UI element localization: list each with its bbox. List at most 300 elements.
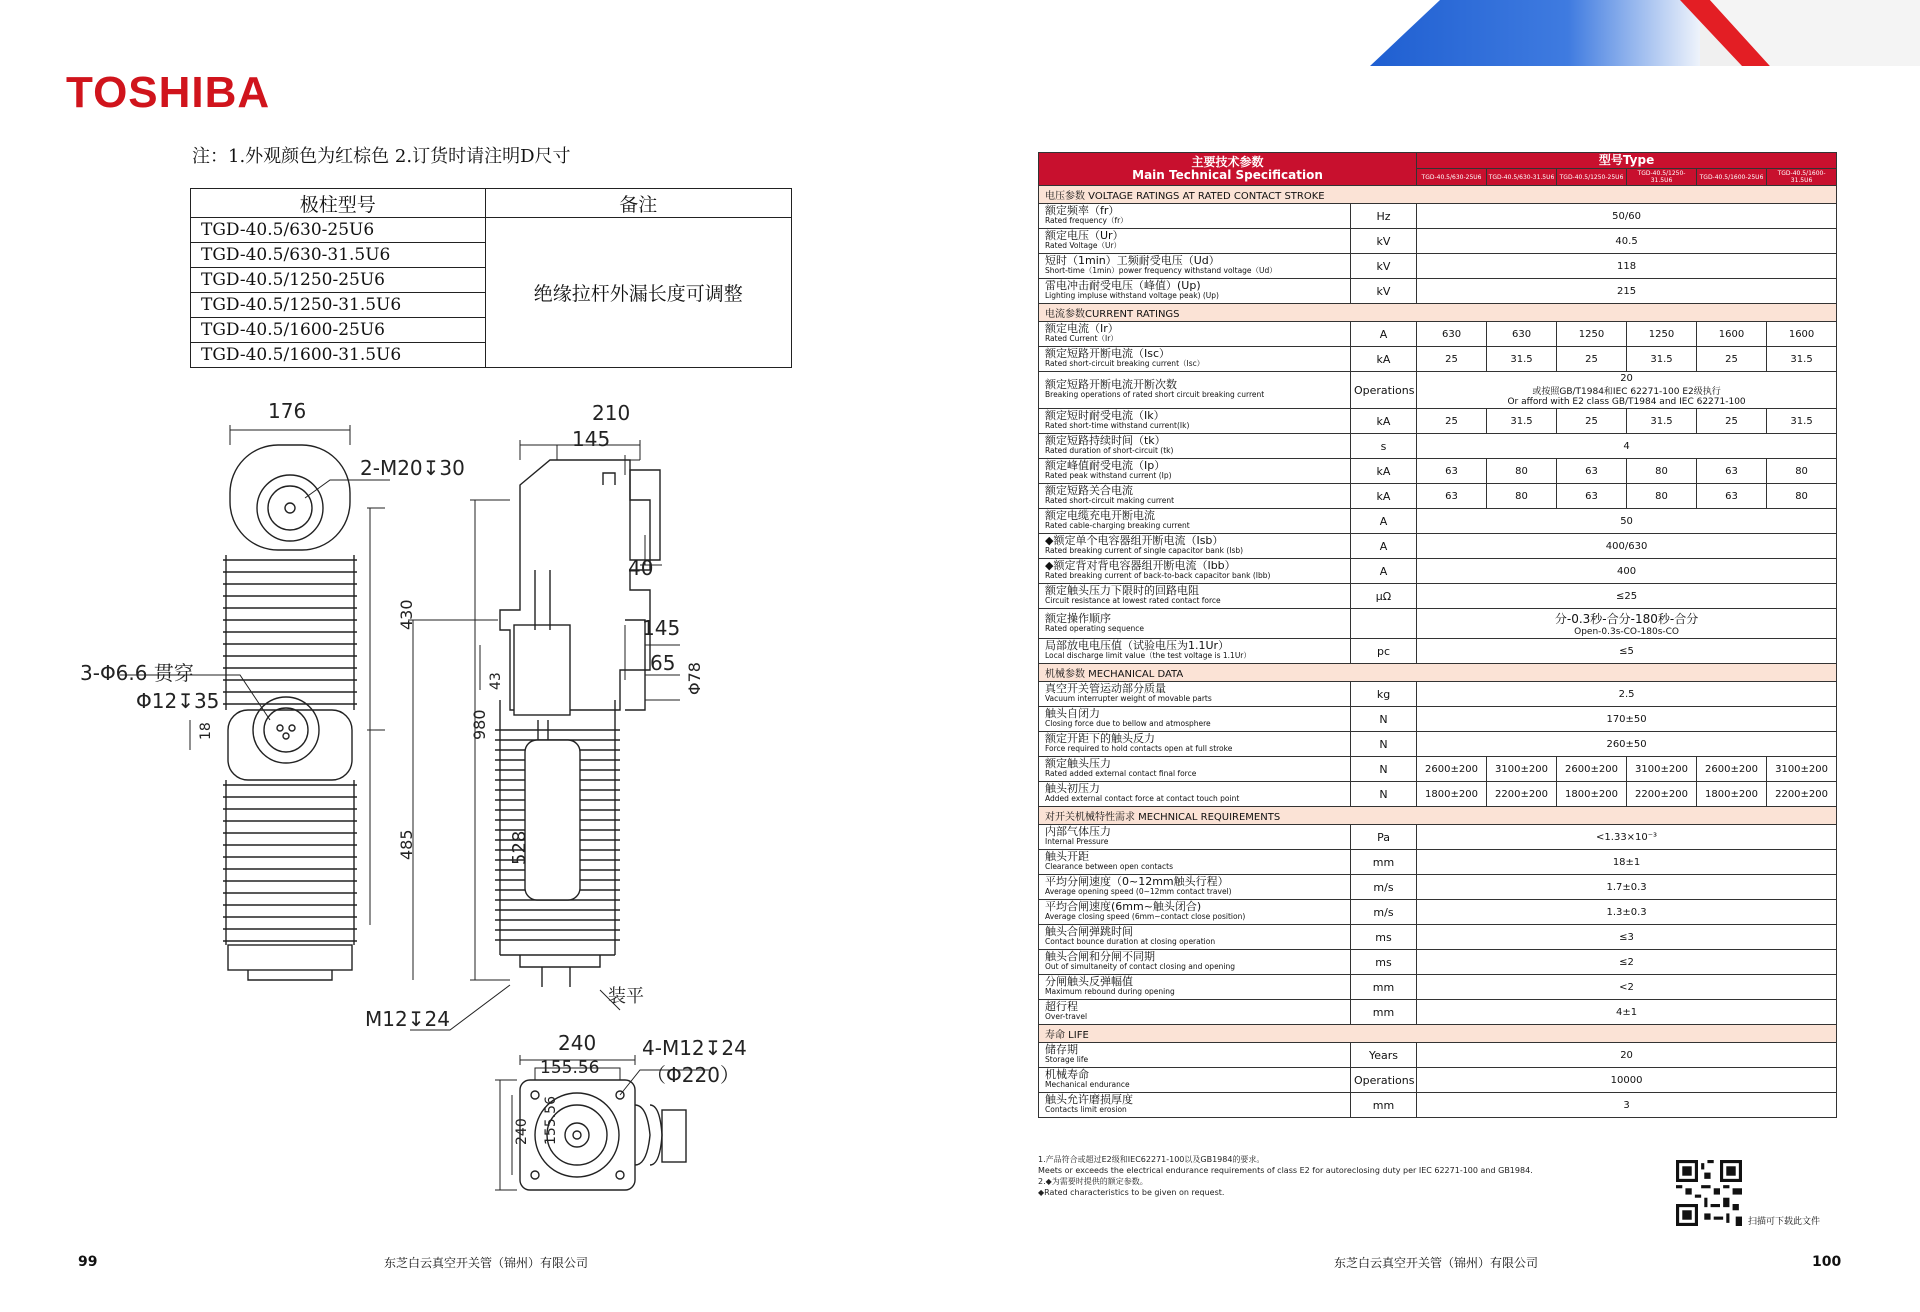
- spec-value: 3100±200: [1627, 757, 1697, 782]
- spec-value-line: 4: [1623, 440, 1630, 452]
- spec-row: [1039, 322, 1837, 347]
- spec-param-en: Breaking operations of rated short circuit breaking current: [1045, 390, 1265, 399]
- footnote: ◆Rated characteristics to be given on request.: [1038, 1188, 1225, 1197]
- spec-param-zh: 触头开距: [1045, 850, 1089, 863]
- spec-param-zh: 触头合闸和分闸不同期: [1045, 950, 1155, 963]
- spec-param-name: [1039, 509, 1351, 534]
- spec-unit: mm: [1351, 1000, 1417, 1025]
- spec-value-line: 2.5: [1618, 688, 1635, 700]
- spec-unit: ms: [1351, 925, 1417, 950]
- spec-header-en: Main Technical Specification: [1132, 168, 1323, 182]
- spec-value: [1417, 534, 1837, 559]
- spec-unit: [1351, 609, 1417, 639]
- dim-side-43: 43: [488, 672, 504, 690]
- spec-value: 2600±200: [1697, 757, 1767, 782]
- spec-value: [1417, 850, 1837, 875]
- spec-param-name: [1039, 584, 1351, 609]
- variant-model: TGD-40.5/1250-25U6: [191, 268, 486, 293]
- spec-value: 1800±200: [1417, 782, 1487, 807]
- spec-param-zh: 额定短路开断电流开断次数: [1045, 378, 1177, 391]
- spec-value-line: 20: [1620, 373, 1633, 384]
- spec-param-zh: 平均合闸速度(6mm~触头闭合): [1045, 900, 1202, 913]
- spec-value: 31.5: [1767, 409, 1837, 434]
- spec-row: [1039, 459, 1837, 484]
- spec-value-line: ≤3: [1619, 931, 1634, 943]
- spec-section-title: 寿命 LIFE: [1039, 1025, 1837, 1043]
- spec-unit: kA: [1351, 409, 1417, 434]
- variant-model: TGD-40.5/1250-31.5U6: [191, 293, 486, 318]
- dim-side-980: 980: [470, 709, 489, 740]
- footnote: 2.◆为需要时提供的额定参数。: [1038, 1177, 1148, 1186]
- spec-row: [1039, 707, 1837, 732]
- spec-param-name: [1039, 639, 1351, 664]
- spec-param-zh: 额定触头压力: [1045, 757, 1111, 770]
- spec-model: TGD-40.5/1600-31.5U6: [1767, 169, 1837, 186]
- spec-table: [1038, 152, 1837, 1118]
- spec-value: 1600: [1697, 322, 1767, 347]
- spec-param-en: Added external contact force at contact touch point: [1045, 794, 1240, 803]
- spec-unit: N: [1351, 707, 1417, 732]
- spec-row: [1039, 875, 1837, 900]
- decorative-banner: [1370, 0, 1920, 66]
- spec-row: [1039, 639, 1837, 664]
- spec-param-en: Maximum rebound during opening: [1045, 987, 1175, 996]
- dim-side-40: 40: [628, 556, 654, 580]
- spec-value: [1417, 1093, 1837, 1118]
- spec-param-name: [1039, 484, 1351, 509]
- spec-value: 2200±200: [1627, 782, 1697, 807]
- dim-side-65: 65: [650, 651, 676, 675]
- spec-value-line: 3: [1623, 1099, 1630, 1111]
- dim-bottom-dia: （Φ220）: [646, 1063, 740, 1087]
- spec-value: [1417, 609, 1837, 639]
- spec-value: [1417, 975, 1837, 1000]
- spec-param-en: Rated Current（Ir）: [1045, 334, 1118, 343]
- spec-param-name: [1039, 682, 1351, 707]
- spec-value-line: 分-0.3秒-合分-180秒-合分: [1554, 612, 1699, 626]
- spec-param-en: Rated Voltage（Ur）: [1045, 241, 1122, 250]
- spec-unit: m/s: [1351, 875, 1417, 900]
- spec-value: 80: [1627, 459, 1697, 484]
- spec-unit: A: [1351, 534, 1417, 559]
- spec-unit: Operations: [1351, 1068, 1417, 1093]
- spec-param-name: [1039, 609, 1351, 639]
- spec-unit: Years: [1351, 1043, 1417, 1068]
- spec-value: [1417, 875, 1837, 900]
- spec-row: [1039, 609, 1837, 639]
- spec-param-en: Rated short-circuit making current: [1045, 496, 1175, 505]
- spec-param-en: Short-time（1min）power frequency withstand voltage（Ud）: [1045, 266, 1277, 275]
- spec-value: [1417, 254, 1837, 279]
- spec-row: [1039, 254, 1837, 279]
- spec-param-name: [1039, 975, 1351, 1000]
- dim-side-bottom-thread: M12↧24: [365, 1007, 450, 1031]
- spec-value-line: 10000: [1610, 1074, 1643, 1086]
- spec-param-name: [1039, 900, 1351, 925]
- spec-row: [1039, 950, 1837, 975]
- spec-value: [1417, 509, 1837, 534]
- spec-param-en: Internal Pressure: [1045, 837, 1109, 846]
- spec-value: 3100±200: [1487, 757, 1557, 782]
- spec-value: [1417, 950, 1837, 975]
- spec-value: [1417, 229, 1837, 254]
- spec-value-line: 18±1: [1612, 856, 1641, 868]
- dim-side-w2: 145: [572, 427, 611, 451]
- spec-param-name: [1039, 925, 1351, 950]
- spec-row: [1039, 1000, 1837, 1025]
- dim-front-offset: 18: [198, 722, 214, 740]
- spec-value: 80: [1627, 484, 1697, 509]
- spec-param-en: Average opening speed (0~12mm contact travel): [1045, 887, 1232, 896]
- footnote: 1.产品符合或超过E2级和IEC62271-100以及GB1984的要求。: [1038, 1155, 1265, 1164]
- spec-param-en: Rated added external contact final force: [1045, 769, 1197, 778]
- spec-param-zh: ◆额定背对背电容器组开断电流（Ibb）: [1045, 559, 1236, 572]
- spec-value: 25: [1697, 409, 1767, 434]
- spec-param-name: [1039, 1068, 1351, 1093]
- dim-side-528: 528: [509, 830, 530, 865]
- dim-front-width: 176: [268, 399, 307, 423]
- spec-row: [1039, 534, 1837, 559]
- spec-value: 31.5: [1627, 347, 1697, 372]
- spec-value-line: 20: [1620, 1049, 1633, 1061]
- spec-param-zh: 额定电压（Ur）: [1045, 229, 1124, 242]
- spec-row: [1039, 372, 1837, 409]
- spec-unit: kg: [1351, 682, 1417, 707]
- spec-param-zh: 触头自闭力: [1045, 707, 1100, 720]
- spec-param-en: Rated operating sequence: [1045, 623, 1145, 633]
- spec-value: [1417, 584, 1837, 609]
- spec-param-zh: 额定短路持续时间（tk）: [1045, 434, 1166, 447]
- spec-param-en: Circuit resistance at lowest rated contact force: [1045, 596, 1221, 605]
- spec-value-line: 4±1: [1616, 1006, 1638, 1018]
- spec-value: 630: [1417, 322, 1487, 347]
- spec-param-zh: 分闸触头反弹幅值: [1045, 975, 1133, 988]
- qr-code-icon: [1676, 1160, 1742, 1226]
- spec-unit: N: [1351, 782, 1417, 807]
- spec-header-zh: 主要技术参数: [1191, 155, 1264, 169]
- dim-front-hole2: Φ12↧35: [136, 689, 220, 713]
- spec-body: [1039, 186, 1837, 1118]
- spec-row: [1039, 484, 1837, 509]
- spec-section-title: 电压参数 VOLTAGE RATINGS AT RATED CONTACT STROKE: [1039, 186, 1837, 204]
- spec-value: [1417, 279, 1837, 304]
- spec-param-zh: 额定电流（Ir）: [1045, 322, 1119, 335]
- spec-param-en: Clearance between open contacts: [1045, 862, 1173, 871]
- spec-unit: m/s: [1351, 900, 1417, 925]
- variant-model: TGD-40.5/630-25U6: [191, 218, 486, 243]
- spec-value: 63: [1557, 459, 1627, 484]
- spec-param-name: [1039, 950, 1351, 975]
- spec-value: 2200±200: [1767, 782, 1837, 807]
- footnotes: [1038, 1154, 1738, 1198]
- spec-value: 25: [1557, 409, 1627, 434]
- dim-side-145: 145: [642, 616, 681, 640]
- spec-value-line: 1.7±0.3: [1606, 881, 1647, 893]
- spec-row: [1039, 900, 1837, 925]
- spec-param-name: [1039, 1093, 1351, 1118]
- spec-value-line: 170±50: [1606, 713, 1647, 725]
- spec-unit: A: [1351, 559, 1417, 584]
- spec-param-en: Storage life: [1045, 1055, 1089, 1064]
- spec-unit: s: [1351, 434, 1417, 459]
- spec-param-name: [1039, 347, 1351, 372]
- spec-row: [1039, 347, 1837, 372]
- spec-row: [1039, 434, 1837, 459]
- spec-unit: Pa: [1351, 825, 1417, 850]
- spec-value: [1417, 707, 1837, 732]
- spec-param-name: [1039, 707, 1351, 732]
- spec-value: [1417, 825, 1837, 850]
- spec-param-zh: 额定电缆充电开断电流: [1045, 509, 1155, 522]
- toshiba-logo: TOSHIBA: [66, 68, 271, 117]
- spec-param-en: Rated breaking current of single capacitor bank (Isb): [1045, 546, 1244, 555]
- spec-row: [1039, 204, 1837, 229]
- dim-bottom-240: 240: [558, 1031, 597, 1055]
- spec-param-name: [1039, 434, 1351, 459]
- spec-param-name: [1039, 254, 1351, 279]
- spec-value-line: ≤5: [1619, 645, 1634, 657]
- spec-unit: kV: [1351, 254, 1417, 279]
- spec-value: 31.5: [1627, 409, 1697, 434]
- spec-unit: kA: [1351, 459, 1417, 484]
- spec-unit: mm: [1351, 850, 1417, 875]
- spec-value: 25: [1557, 347, 1627, 372]
- spec-row: [1039, 1043, 1837, 1068]
- company-left: 东芝白云真空开关管（锦州）有限公司: [384, 1256, 589, 1270]
- spec-param-zh: 雷电冲击耐受电压（峰值）(Up): [1045, 279, 1201, 292]
- spec-model: TGD-40.5/1600-25U6: [1697, 169, 1767, 186]
- spec-param-zh: 机械寿命: [1045, 1068, 1089, 1081]
- dim-side-flat: 装平: [608, 986, 644, 1007]
- spec-value-line: <2: [1619, 981, 1634, 993]
- spec-param-name: [1039, 732, 1351, 757]
- spec-row: [1039, 229, 1837, 254]
- spec-param-en: Local discharge limit value（the test voltage is 1.1Ur）: [1045, 651, 1251, 660]
- spec-header-type: 型号Type: [1417, 153, 1837, 169]
- spec-param-zh: 储存期: [1045, 1043, 1078, 1056]
- spec-param-en: Lighting impluse withstand voltage peak) (Up): [1045, 291, 1219, 300]
- spec-value-line: ≤2: [1619, 956, 1634, 968]
- variant-model: TGD-40.5/1600-25U6: [191, 318, 486, 343]
- spec-param-zh: 额定频率（fr）: [1045, 204, 1120, 217]
- dim-side-78: Φ78: [685, 662, 704, 695]
- spec-row: [1039, 925, 1837, 950]
- spec-value: [1417, 372, 1837, 409]
- spec-unit: kV: [1351, 279, 1417, 304]
- spec-value-line: 215: [1617, 285, 1637, 297]
- spec-unit: mm: [1351, 1093, 1417, 1118]
- qr-caption: 扫描可下载此文件: [1748, 1217, 1821, 1227]
- spec-param-name: [1039, 229, 1351, 254]
- spec-row: [1039, 975, 1837, 1000]
- spec-value: 63: [1697, 459, 1767, 484]
- spec-param-name: [1039, 372, 1351, 409]
- spec-value: [1417, 639, 1837, 664]
- spec-value: [1417, 925, 1837, 950]
- company-right: 东芝白云真空开关管（锦州）有限公司: [1334, 1256, 1539, 1270]
- footnote: Meets or exceeds the electrical endurance requirements of class E2 for autoreclosing duty per IEC 62271-100 and GB1984.: [1038, 1166, 1533, 1175]
- spec-value: 80: [1767, 484, 1837, 509]
- variant-header-model: 极柱型号: [191, 189, 486, 218]
- spec-param-en: Rated peak withstand current (Ip): [1045, 471, 1172, 480]
- dim-bottom-155: 155.56: [540, 1058, 600, 1078]
- spec-param-zh: 额定触头压力下限时的回路电阻: [1045, 584, 1199, 597]
- dim-bottom-thread: 4-M12↧24: [642, 1036, 747, 1060]
- dim-front-h1: 430: [397, 599, 416, 630]
- spec-row: [1039, 682, 1837, 707]
- spec-value: 25: [1417, 409, 1487, 434]
- spec-model: TGD-40.5/630-31.5U6: [1487, 169, 1557, 186]
- spec-row: [1039, 1068, 1837, 1093]
- spec-value-line: ≤25: [1616, 590, 1638, 602]
- spec-row: [1039, 1093, 1837, 1118]
- spec-row: [1039, 409, 1837, 434]
- spec-param-zh: 额定短时耐受电流（Ik）: [1045, 409, 1165, 422]
- spec-value: [1417, 204, 1837, 229]
- technical-drawing: [80, 390, 800, 1145]
- spec-value: 25: [1417, 347, 1487, 372]
- spec-value: 63: [1417, 484, 1487, 509]
- spec-row: [1039, 732, 1837, 757]
- variant-table: [190, 188, 792, 368]
- spec-param-zh: 触头合闸弹跳时间: [1045, 925, 1133, 938]
- spec-param-name: [1039, 757, 1351, 782]
- spec-value: 1800±200: [1557, 782, 1627, 807]
- spec-unit: kA: [1351, 347, 1417, 372]
- spec-unit: Operations: [1351, 372, 1417, 409]
- spec-param-zh: 真空开关管运动部分质量: [1045, 682, 1166, 695]
- spec-param-zh: 超行程: [1045, 1000, 1078, 1013]
- spec-param-name: [1039, 875, 1351, 900]
- spec-row: [1039, 757, 1837, 782]
- dim-bottom-h240: 240: [514, 1118, 530, 1145]
- spec-value: [1417, 682, 1837, 707]
- spec-value: [1417, 559, 1837, 584]
- spec-value: 3100±200: [1767, 757, 1837, 782]
- spec-value-line: 50: [1620, 515, 1633, 527]
- spec-row: [1039, 584, 1837, 609]
- spec-row: [1039, 559, 1837, 584]
- spec-param-en: Force required to hold contacts open at full stroke: [1045, 744, 1233, 753]
- spec-value: 63: [1557, 484, 1627, 509]
- spec-param-zh: 触头初压力: [1045, 782, 1100, 795]
- spec-param-name: [1039, 322, 1351, 347]
- spec-row: [1039, 782, 1837, 807]
- spec-value: 80: [1487, 459, 1557, 484]
- spec-param-zh: ◆额定单个电容器组开断电流（Isb）: [1045, 534, 1224, 547]
- spec-section-title: 电流参数CURRENT RATINGS: [1039, 304, 1837, 322]
- spec-unit: ms: [1351, 950, 1417, 975]
- spec-param-en: Out of simultaneity of contact closing and opening: [1045, 962, 1236, 971]
- spec-param-zh: 额定短路开断电流（Isc）: [1045, 347, 1171, 360]
- dim-side-w1: 210: [592, 401, 631, 425]
- spec-value-line: 1.3±0.3: [1606, 906, 1647, 918]
- spec-value: 31.5: [1487, 347, 1557, 372]
- order-note: 注：1.外观颜色为红棕色 2.订货时请注明D尺寸: [192, 146, 571, 167]
- spec-value: 25: [1697, 347, 1767, 372]
- spec-param-zh: 额定操作顺序: [1045, 611, 1111, 625]
- spec-param-name: [1039, 279, 1351, 304]
- spec-param-zh: 短时（1min）工频耐受电压（Ud）: [1045, 254, 1220, 267]
- dim-front-hole1: 3-Φ6.6 贯穿: [80, 661, 194, 685]
- spec-unit: N: [1351, 757, 1417, 782]
- spec-param-en: Rated cable-charging breaking current: [1045, 521, 1190, 530]
- spec-unit: N: [1351, 732, 1417, 757]
- spec-param-zh: 额定峰值耐受电流（Ip）: [1045, 459, 1166, 472]
- spec-param-en: Average closing speed (6mm~contact close position): [1045, 912, 1246, 921]
- spec-param-zh: 额定开距下的触头反力: [1045, 732, 1155, 745]
- spec-unit: mm: [1351, 975, 1417, 1000]
- spec-param-zh: 触头允许磨损厚度: [1045, 1093, 1133, 1106]
- spec-param-zh: 额定短路关合电流: [1045, 484, 1133, 497]
- variant-header-remark: 备注: [485, 189, 791, 218]
- page-number-right: 100: [1812, 1254, 1842, 1270]
- spec-unit: Hz: [1351, 204, 1417, 229]
- spec-param-name: [1039, 459, 1351, 484]
- spec-row: [1039, 279, 1837, 304]
- spec-value-line: 或按照GB/T1984和IEC 62271-100 E2级执行: [1532, 387, 1721, 397]
- spec-value-line: Open-0.3s-CO-180s-CO: [1574, 627, 1679, 637]
- spec-model: TGD-40.5/630-25U6: [1417, 169, 1487, 186]
- spec-value: [1417, 434, 1837, 459]
- spec-value: 630: [1487, 322, 1557, 347]
- spec-value: 2600±200: [1417, 757, 1487, 782]
- spec-param-en: Vacuum interrupter weight of movable parts: [1045, 694, 1212, 703]
- spec-value-line: 50/60: [1612, 210, 1641, 222]
- dim-front-thread: 2-M20↧30: [360, 456, 465, 480]
- variant-model: TGD-40.5/1600-31.5U6: [191, 343, 486, 368]
- variant-remark: 绝缘拉杆外漏长度可调整: [485, 218, 791, 368]
- spec-param-name: [1039, 204, 1351, 229]
- spec-value-line: <1.33×10⁻³: [1596, 831, 1658, 843]
- spec-param-en: Contact bounce duration at closing operation: [1045, 937, 1216, 946]
- spec-value: 31.5: [1767, 347, 1837, 372]
- spec-value: 63: [1417, 459, 1487, 484]
- spec-value: 63: [1697, 484, 1767, 509]
- spec-model: TGD-40.5/1250-31.5U6: [1627, 169, 1697, 186]
- spec-unit: A: [1351, 509, 1417, 534]
- spec-param-name: [1039, 559, 1351, 584]
- spec-model: TGD-40.5/1250-25U6: [1557, 169, 1627, 186]
- spec-param-en: Contacts limit erosion: [1045, 1105, 1127, 1114]
- dim-front-h2: 485: [397, 829, 416, 860]
- spec-unit: pc: [1351, 639, 1417, 664]
- spec-value: 31.5: [1487, 409, 1557, 434]
- spec-unit: A: [1351, 322, 1417, 347]
- spec-value-line: 260±50: [1606, 738, 1647, 750]
- spec-value: [1417, 732, 1837, 757]
- spec-param-name: [1039, 1043, 1351, 1068]
- spec-value: 1800±200: [1697, 782, 1767, 807]
- spec-param-en: Rated short-circuit breaking current（Isc）: [1045, 359, 1205, 368]
- spec-value: 2200±200: [1487, 782, 1557, 807]
- spec-param-en: Rated frequency（fr）: [1045, 216, 1128, 225]
- spec-param-en: Closing force due to bellow and atmosphere: [1045, 719, 1211, 728]
- spec-value-line: 118: [1617, 260, 1637, 272]
- spec-value-line: 40.5: [1615, 235, 1638, 247]
- spec-section-title: 对开关机械特性需求 MECHNICAL REQUIREMENTS: [1039, 807, 1837, 825]
- spec-value: 1600: [1767, 322, 1837, 347]
- spec-param-name: [1039, 825, 1351, 850]
- spec-value: [1417, 1068, 1837, 1093]
- spec-param-name: [1039, 850, 1351, 875]
- spec-unit: μΩ: [1351, 584, 1417, 609]
- spec-value: [1417, 900, 1837, 925]
- spec-param-en: Rated breaking current of back-to-back capacitor bank (Ibb): [1045, 571, 1271, 580]
- spec-param-name: [1039, 1000, 1351, 1025]
- spec-value-line: 400/630: [1605, 540, 1648, 552]
- spec-param-en: Rated duration of short-circuit (tk): [1045, 446, 1174, 455]
